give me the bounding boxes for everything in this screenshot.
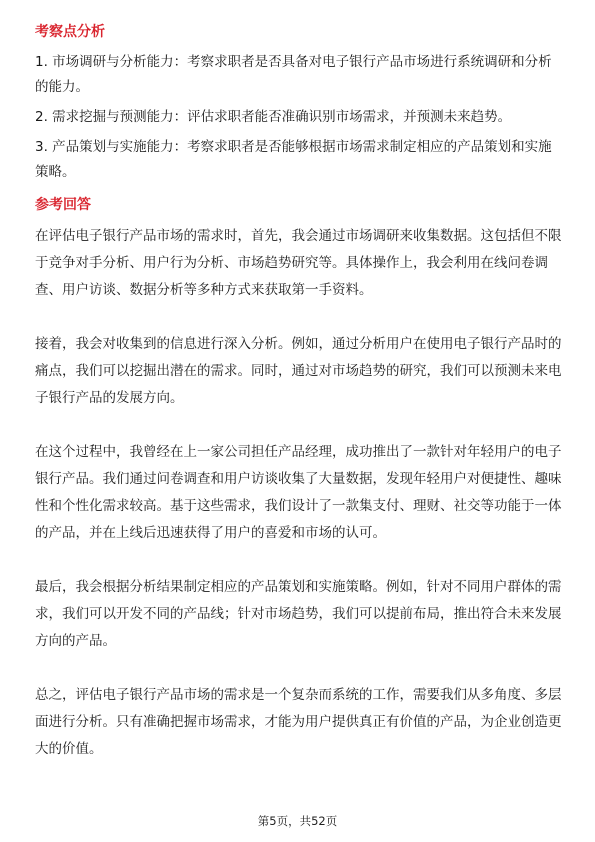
analysis-heading: 考察点分析: [35, 24, 105, 40]
page-number: 第5页，共52页: [257, 814, 338, 828]
answer-body: [35, 223, 565, 763]
page-content: [35, 22, 565, 763]
analysis-point-2: 2. 需求挖掘与预测能力：评估求职者能否准确识别市场需求，并预测未来趋势。: [35, 109, 512, 125]
answer-heading: 参考回答: [35, 197, 91, 213]
answer-paragraph-3: 在这个过程中，我曾经在上一家公司担任产品经理，成功推出了一款针对年轻用户的电子银行产品。我们通过问卷调查和用户访谈收集了大量数据，发现年轻用户对便捷性、趣味性和个性化需求较高。基于这些需求，我们设计了一款集支付、理财、社交等功能于一体的产品，并在上线后迅速获得了用户的喜爱和市场的认可。: [35, 444, 562, 541]
answer-paragraph-2: 接着，我会对收集到的信息进行深入分析。例如，通过分析用户在使用电子银行产品时的痛点，我们可以挖掘出潜在的需求。同时，通过对市场趋势的研究，我们可以预测未来电子银行产品的发展方向。: [35, 336, 562, 406]
answer-paragraph-1: 在评估电子银行产品市场的需求时，首先，我会通过市场调研来收集数据。这包括但不限于竞争对手分析、用户行为分析、市场趋势研究等。具体操作上，我会利用在线问卷调查、用户访谈、数据分析等多种方式来获取第一手资料。: [35, 228, 562, 298]
answer-paragraph-5: 总之，评估电子银行产品市场的需求是一个复杂而系统的工作，需要我们从多角度、多层面进行分析。只有准确把握市场需求，才能为用户提供真正有价值的产品，为企业创造更大的价值。: [35, 687, 562, 757]
analysis-points: [35, 50, 565, 185]
analysis-point-3: 3. 产品策划与实施能力：考察求职者是否能够根据市场需求制定相应的产品策划和实施策略。: [35, 139, 552, 180]
analysis-point-1: 1. 市场调研与分析能力：考察求职者是否具备对电子银行产品市场进行系统调研和分析的能力。: [35, 54, 552, 95]
answer-paragraph-4: 最后，我会根据分析结果制定相应的产品策划和实施策略。例如，针对不同用户群体的需求，我们可以开发不同的产品线；针对市场趋势，我们可以提前布局，推出符合未来发展方向的产品。: [35, 579, 562, 649]
